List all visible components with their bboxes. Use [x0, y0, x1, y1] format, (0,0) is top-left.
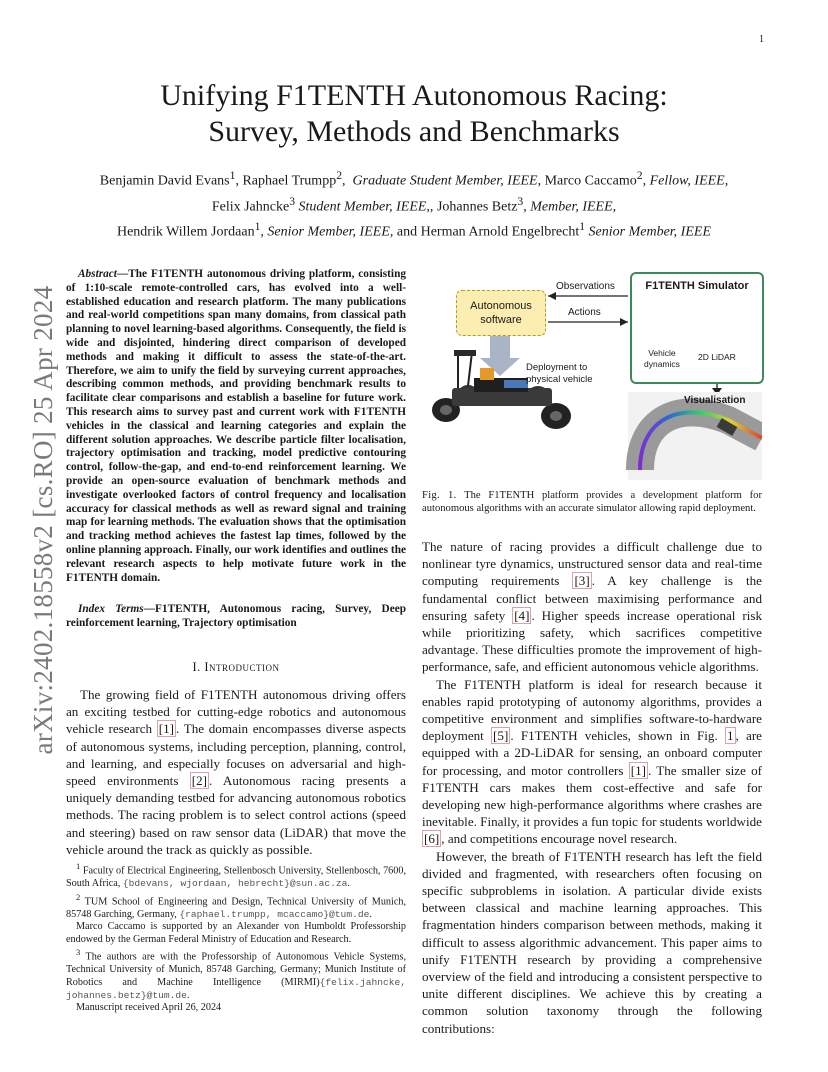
citation-link[interactable]: [5] — [493, 728, 509, 744]
email-address[interactable]: {raphael.trumpp, mcaccamo}@tum.de — [179, 908, 370, 920]
footnote-text: . — [369, 908, 372, 920]
author-line-2: Felix Jahncke$^3$ Student Member, IEEE,, Johannes Betz$^3$, Member, IEEE, — [211, 194, 617, 215]
footnote-text: . — [186, 989, 190, 1001]
index-terms-lead: Index Terms — [78, 603, 144, 615]
author-name: Johannes Betz — [433, 199, 518, 215]
author-name: Benjamin David Evans — [99, 173, 230, 189]
author-role: Senior Member, IEEE, — [267, 224, 394, 240]
footnote-text: Faculty of Electrical Engineering, Stellenbosch University, Stellenbosch, 7600, South Africa, — [66, 865, 406, 889]
footnote — [66, 1002, 406, 1015]
affil-sup: 2 — [636, 169, 643, 182]
text-run: , are equipped with a 2D-LiDAR for sensing, an onboard computer for processing, and motor controllers — [422, 728, 762, 778]
actions-label: Actions — [568, 307, 601, 318]
text-run: . The smaller size of F1TENTH cars makes them cost-effective and safe for developing new high-performance algorithms where crashes are inevitable. Finally, it provides a fun topic for students worldwide — [422, 762, 762, 830]
auto-software-label-1: Autonomous — [470, 300, 532, 312]
abstract — [66, 268, 406, 585]
author-list — [60, 166, 768, 243]
auto-software-label-2: software — [480, 314, 522, 326]
text-run: The nature of racing provides a difficult challenge due to nonlinear tyre dynamics, unstructured sensor data and real-time computing requirements — [422, 539, 762, 589]
footnote-text: The authors are with the Professorship of Autonomous Vehicle Systems, Technical University of Munich, 85748 Garching, Germany; Munich Institute of Robotics and Machine Intelligence (MIRMI) — [66, 951, 406, 988]
footnote-text: . — [347, 877, 350, 889]
text-run: , and competitions encourage novel research. — [441, 831, 678, 847]
paper-title — [70, 78, 758, 150]
footnotes — [66, 860, 406, 1015]
text-run: . Autonomous racing presents a uniquely demanding testbed for advancing autonomous robotics methods. The racing problem is to select control actions (speed and steering) based on raw sensor data (LiDAR) that move the vehicle around the track as quickly as possible. — [66, 773, 406, 857]
footnote-text: Marco Caccamo is supported by an Alexander von Humboldt Professorship endowed by the German Federal Ministry of Education and Research. — [66, 921, 406, 945]
author-name: Marco Caccamo — [541, 173, 637, 189]
citation-link[interactable]: [3] — [574, 573, 590, 589]
lidar-label: 2D LiDAR — [698, 352, 736, 362]
citation-link[interactable]: [1] — [630, 762, 646, 778]
figure-link[interactable]: 1 — [726, 728, 734, 744]
figure-1 — [428, 270, 762, 480]
footnote — [66, 946, 406, 1002]
footnote-mark: 1 — [76, 861, 81, 871]
observations-label: Observations — [556, 281, 615, 292]
left-column-body — [66, 686, 406, 858]
deployment-arrow-shaft — [490, 336, 510, 358]
author-role: Fellow, IEEE, — [649, 173, 729, 189]
author-name: and Herman Arnold Engelbrecht — [393, 224, 580, 240]
title-line-2: Survey, Methods and Benchmarks — [208, 115, 620, 148]
text-run: The growing field of F1TENTH autonomous driving offers an exciting testbed for cutting-edge robotics and autonomous vehicle research — [66, 687, 406, 737]
footnote — [66, 921, 406, 946]
affil-sup: 1 — [579, 220, 586, 234]
manuscript-received: Manuscript received April 26, 2024 — [76, 1002, 222, 1014]
section-heading-text: I. Introduction — [192, 660, 280, 674]
author-name: , Raphael Trumpp — [235, 173, 337, 189]
abstract-text: —The F1TENTH autonomous driving platform, consisting of 1:10-scale remote-controlled cars, has evolved into a well-established education and research platform. The many publications and real-world competitions span many domains, from classical path planning to novel learning-based algorithms. Consequently, the field is wide and disjointed, hindering direct comparison of developed methods and making it difficult to assess the state-of-the-art. Therefore, we aim to unify the field by surveying current approaches, describing common methods, and providing benchmark results to facilitate clear comparisons and establish a baseline for future work. This research aims to survey past and current work with F1TENTH vehicles in the classical and learning categories and explain the different solution approaches. We describe particle filter localisation, trajectory optimisation and tracking, model predictive contouring control, follow-the-gap, and end-to-end reinforcement learning. We provide an open-source evaluation of benchmark methods and investigate overlooked factors of control frequency and localisation accuracy for classical methods as well as reward signal and training map for learning methods. The evaluation shows that the optimisation and tracking method achieves the fastest lap times, followed by the online planning approach. Finally, our work identifies and outlines the relevant research aspects to help motivate future work in the F1TENTH domain. — [66, 268, 406, 584]
footnote-text: TUM School of Engineering and Design, Technical University of Munich, 85748 Garching, Germany, — [66, 895, 406, 920]
right-column-body — [422, 538, 762, 1037]
footnote — [66, 891, 406, 922]
autonomous-software-box — [456, 290, 546, 336]
caption-label: Fig. 1. — [422, 490, 457, 501]
footnote-mark: 3 — [76, 947, 81, 958]
affil-sup: 2 — [336, 169, 343, 182]
affil-sup: 1 — [254, 220, 261, 234]
author-role: Member, IEEE, — [530, 199, 617, 215]
index-terms — [66, 603, 406, 631]
citation-link[interactable]: [2] — [191, 773, 208, 789]
deployment-label — [526, 362, 593, 386]
paragraph — [422, 538, 762, 676]
text-run: The F1TENTH platform is ideal for research because it enables rapid prototyping of autonomy algorithms, provides a competitive environment and simplifies software-to-hardware deployment — [422, 676, 762, 744]
author-role: Senior Member, IEEE — [588, 224, 711, 240]
footnote-mark: 2 — [76, 891, 81, 902]
author-line-3: Hendrik Willem Jordaan$^1$, Senior Member, IEEE, and Herman Arnold Engelbrecht$^1$ Senior Member, IEEE — [116, 220, 711, 240]
arrow-head-icon — [620, 318, 628, 326]
section-heading — [66, 660, 406, 675]
author-name: Hendrik Willem Jordaan — [116, 224, 255, 240]
deployment-label-2: physical vehicle — [526, 374, 593, 385]
vehicle-dynamics-label-1: Vehicle — [648, 348, 676, 358]
visualisation-label: Visualisation — [684, 395, 746, 406]
citation-link[interactable]: [4] — [514, 607, 530, 623]
index-terms-text: —F1TENTH, Autonomous racing, Survey, Deep reinforcement learning, Trajectory optimisation — [66, 603, 407, 629]
author-role: Student Member, IEEE,, — [298, 199, 434, 215]
vehicle-dynamics-label-2: dynamics — [644, 359, 680, 369]
abstract-lead: Abstract — [78, 268, 117, 280]
author-role: Graduate Student Member, IEEE, — [352, 173, 542, 189]
footnote — [66, 860, 406, 891]
author-name: Felix Jahncke — [211, 199, 290, 215]
affil-sup: 3 — [517, 194, 524, 208]
text-run: . F1TENTH vehicles, shown in Fig. — [510, 728, 725, 744]
caption-text: The F1TENTH platform provides a development platform for autonomous algorithms with an accurate simulator allowing rapid deployment. — [422, 490, 762, 514]
text-run: . Higher speeds increase operational risk while prioritizing safety, which sacrifices competitive advantage. These difficulties promote the improvement of high-performance, safe, and efficient autonomous vehicle algorithms. — [422, 607, 762, 675]
arxiv-identifier[interactable]: arXiv:2402.18558v2 [cs.RO] 25 Apr 2024 — [28, 285, 58, 755]
paragraph — [66, 686, 406, 858]
email-address[interactable]: {bdevans, wjordaan, hebrecht}@sun.ac.za — [122, 877, 348, 889]
vehicle-dynamics-label — [644, 348, 680, 370]
deployment-label-1: Deployment to — [526, 362, 588, 373]
paragraph — [422, 848, 762, 1037]
text-run: However, the breath of F1TENTH research has left the field divided and fragmented, with researchers often focusing on specific subproblems in isolation. A particular divide exists between classical and machine learning approaches. This fragmentation hinders comparison between methods, making it difficult to assess algorithmic advancement. This paper aims to unify F1TENTH research by providing a comprehensive overview of the field and introducing a consistent perspective to unite different disciplines. We achieve this by creating a common solution taxonomy through the following contributions: — [422, 848, 762, 1036]
paragraph — [422, 676, 762, 848]
figure-caption — [422, 489, 762, 515]
arrow-head-icon — [548, 292, 556, 300]
page-number: 1 — [759, 34, 764, 45]
author-line-1: Benjamin David Evans$^1$, Raphael Trumpp$^2$, Graduate Student Member, IEEE, Marco Caccamo$^2$, Fellow, IEEE, — [99, 169, 729, 189]
simulator-title: F1TENTH Simulator — [645, 280, 749, 292]
affil-sup: 1 — [229, 169, 236, 182]
email-address[interactable]: {felix.jahncke, johannes.betz}@tum.de — [66, 976, 406, 1001]
text-run: . A key challenge is the fundamental conflict between maximising performance and ensuring safety — [422, 573, 762, 623]
citation-link[interactable]: [6] — [424, 831, 440, 847]
text-run: . The domain encompasses diverse aspects of autonomous systems, including perception, planning, control, and learning, and especially focuses on adversarial and high-speed environments — [66, 721, 406, 789]
affil-sup: 3 — [289, 194, 296, 208]
citation-link[interactable]: [1] — [158, 721, 175, 737]
title-line-1: Unifying F1TENTH Autonomous Racing: — [160, 79, 668, 112]
simulator-box — [630, 272, 764, 384]
